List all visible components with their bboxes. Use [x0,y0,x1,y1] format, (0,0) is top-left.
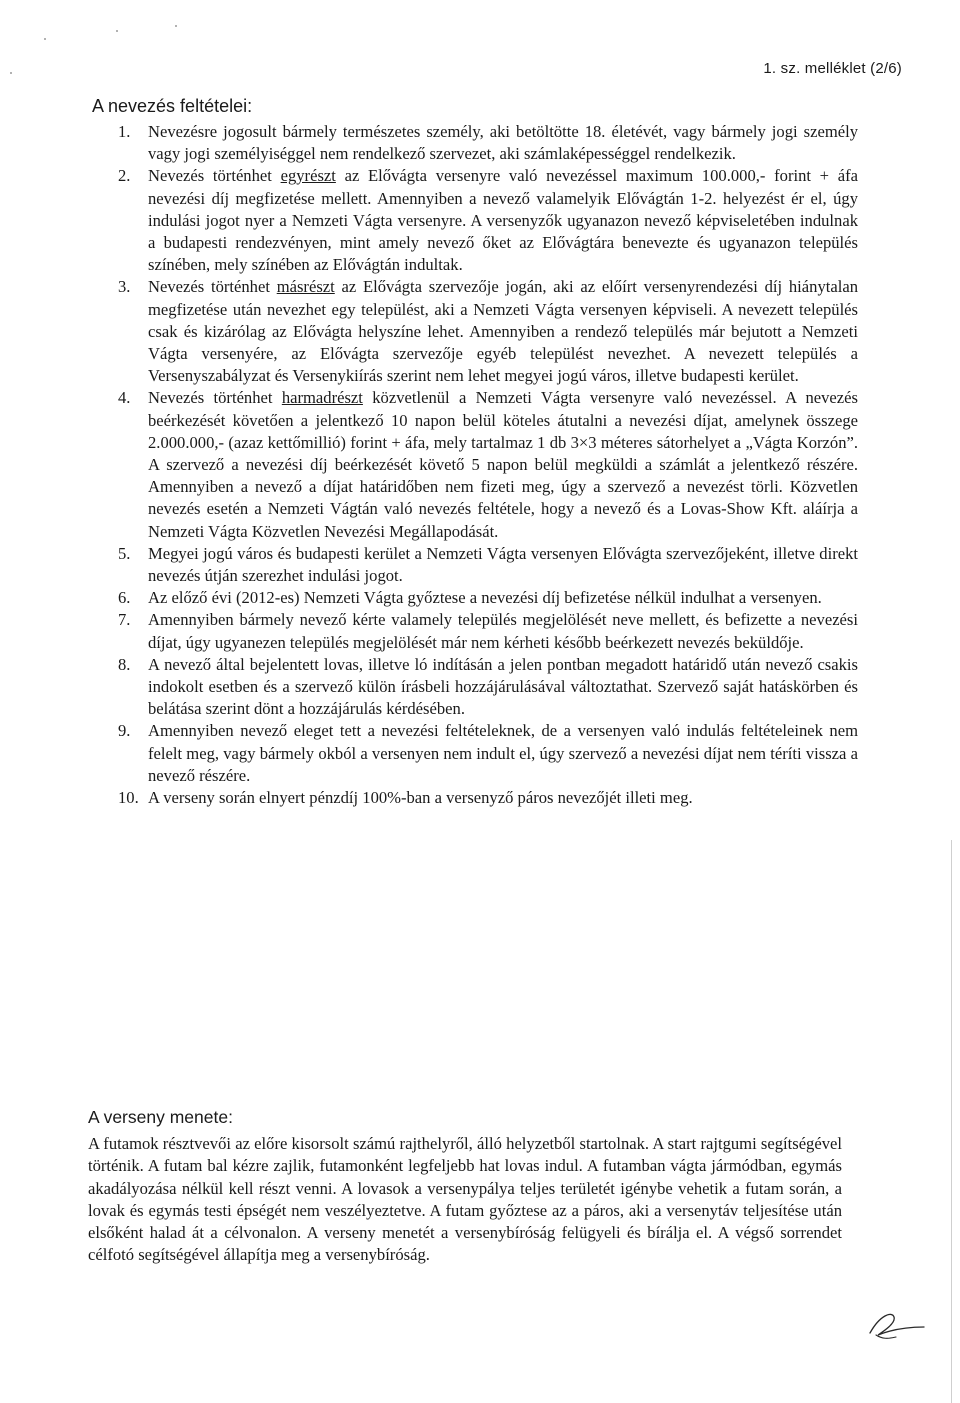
scan-speck [10,72,12,74]
item-text: Az előző évi (2012-es) Nemzeti Vágta győztese a nevezési díj befizetése nélkül indulhat a versenyen. [148,588,822,608]
scan-speck [44,38,46,40]
item-text-pre: Nevezés történhet [148,166,281,186]
conditions-list [88,121,858,809]
condition-item [88,587,858,609]
item-number: 10. [118,788,139,808]
item-number: 8. [118,654,131,674]
item-number: 4. [118,388,131,408]
item-text-pre: Nevezés történhet [148,388,282,408]
annex-label: 1. sz. melléklet (2/6) [763,60,902,77]
item-text-underlined: harmadrészt [281,388,363,408]
condition-item [88,165,858,276]
condition-item [88,720,858,787]
handwritten-initials [862,1305,932,1345]
condition-item [88,543,858,587]
item-number: 1. [118,122,131,141]
item-text: Nevezésre jogosult bármely természetes személy, aki betöltötte 18. életévét, vagy bármely jogi személy vagy jogi személyiséggel nem rendelkező szervezet, aki számlaképességgel rendelkezik. [148,122,858,164]
scan-speck [116,30,118,32]
item-number: 2. [118,166,131,186]
item-number: 6. [118,588,131,608]
condition-item [88,276,858,387]
item-text-post: az Elővágta szervezője jogán, aki az előírt versenyrendezési díj hiánytalan megfizetése után nevezhet egy települést, aki a Nemzeti Vágta versenyen képviseli. A nevezett település csak és kizárólag az Elővágta helyszíne lehet. Amennyiben a rendező település már bejutott a Nemzeti Vágta versenyére, az Elővágta szervezője egyéb települést nevezhet. A nevezett település a Versenyszabályzat és Versenykiírás szerint nem lehet megyei jogú város, illetve budapesti kerület. [148,277,858,386]
item-number: 3. [118,277,131,297]
condition-item [88,387,858,542]
condition-item [88,654,858,721]
conditions-heading: A nevezés feltételei: [92,96,253,116]
item-text: Megyei jogú város és budapesti kerület a Nemzeti Vágta versenyen Elővágta szervezőjeként, illetve direkt nevezés útján szerezhet indulási jogot. [148,543,858,586]
condition-item [88,609,858,653]
scan-speck [175,25,177,27]
item-text: A nevező által bejelentett lovas, illetve ló indításán a jelen pontban megadott határidő után nevező csakis indokolt esetben és a szervező külön írásbeli hozzájárulásával változtathat. Szervező saját hatáskörben és belátása szerint dönt a hozzájárulás kérdésében. [148,654,858,719]
item-number: 9. [118,721,131,741]
condition-item [88,121,858,165]
item-text: Amennyiben nevező eleget tett a nevezési feltételeknek, de a versenyen való indulás feltételeinek nem felelt meg, vagy bármely okból a versenyen nem indult el, úgy szervező a nevezési díjat nem téríti vissza a nevező részére. [148,721,858,785]
item-text-underlined: másrészt [276,277,335,297]
item-number: 5. [118,543,131,563]
item-text-post: közvetlenül a Nemzeti Vágta versenyre való nevezéssel. A nevezés beérkezését követően a jelentkező 10 napon belül köteles átutalni a nevezési díjat, amelynek összege 2.000.000,- (azaz kettőmillió) forint + áfa, mely tartalmaz 1 db 3×3 méteres sátorhelyet a „Vágta Korzón”. A szervező a nevezési díj beérkezését követő 5 napon belül megküldi a számlát a jelentkező részére. Amennyiben a nevező a díjat határidőben nem fizeti meg, úgy a szervező a nevezést törli. Közvetlen nevezés esetén a Nemzeti Vágtán való nevezés feltétele, hogy a nevező és a Lovas-Show Kft. aláírja a Nemzeti Vágta Közvetlen Nevezési Megállapodását. [148,388,858,541]
item-text: A verseny során elnyert pénzdíj 100%-ban a versenyző páros nevezőjét illeti meg. [148,788,693,808]
condition-item [88,787,858,809]
item-number: 7. [118,610,131,630]
race-heading: A verseny menete: [88,1107,233,1127]
scan-edge-line [951,840,952,1403]
race-paragraph: A futamok résztvevői az előre kisorsolt számú rajthelyről, álló helyzetből startolnak. A start rajtgumi segítségével történik. A futam bal kézre zajlik, futamonként legfeljebb hat lovas indul. A futamban vágta jármódban, egymás akadályozása nélkül kell részt venni. A lovasok a versenypálya teljes területét igénybe vehetik a futam során, a lovak és egymás testi épségét nem veszélyeztetve. A futam győztese az a páros, aki a versenytáv teljesítése után elsőként halad át a célvonalon. A verseny menetét a versenybíróság felügyeli és bírálja el. A végső sorrendet célfotó segítségével állapítja meg a versenybíróság. [88,1134,842,1265]
item-text-post: az Elővágta versenyre való nevezéssel maximum 100.000,- forint + áfa nevezési díj megfizetése mellett. Amennyiben a nevező valamelyik Elővágtán 1-2. helyezést ér el, úgy indulási jogot nyer a Nemzeti Vágta versenyre. A versenyzők ugyanazon nevező képviseletében indulnak a budapesti rendezvényen, mint amely nevező őket az Elővágtára benevezte és ugyanazon település színében, mely színében az Elővágtán indultak. [148,166,859,275]
item-text-pre: Nevezés történhet [148,277,277,297]
item-text: Amennyiben bármely nevező kérte valamely település megjelölését neve mellett, és befizette a nevezési díjat, úgy ugyanezen település megjelölését már nem kérheti később beérkezett nevezés beküldője. [148,610,858,652]
item-text-underlined: egyrészt [280,166,336,186]
